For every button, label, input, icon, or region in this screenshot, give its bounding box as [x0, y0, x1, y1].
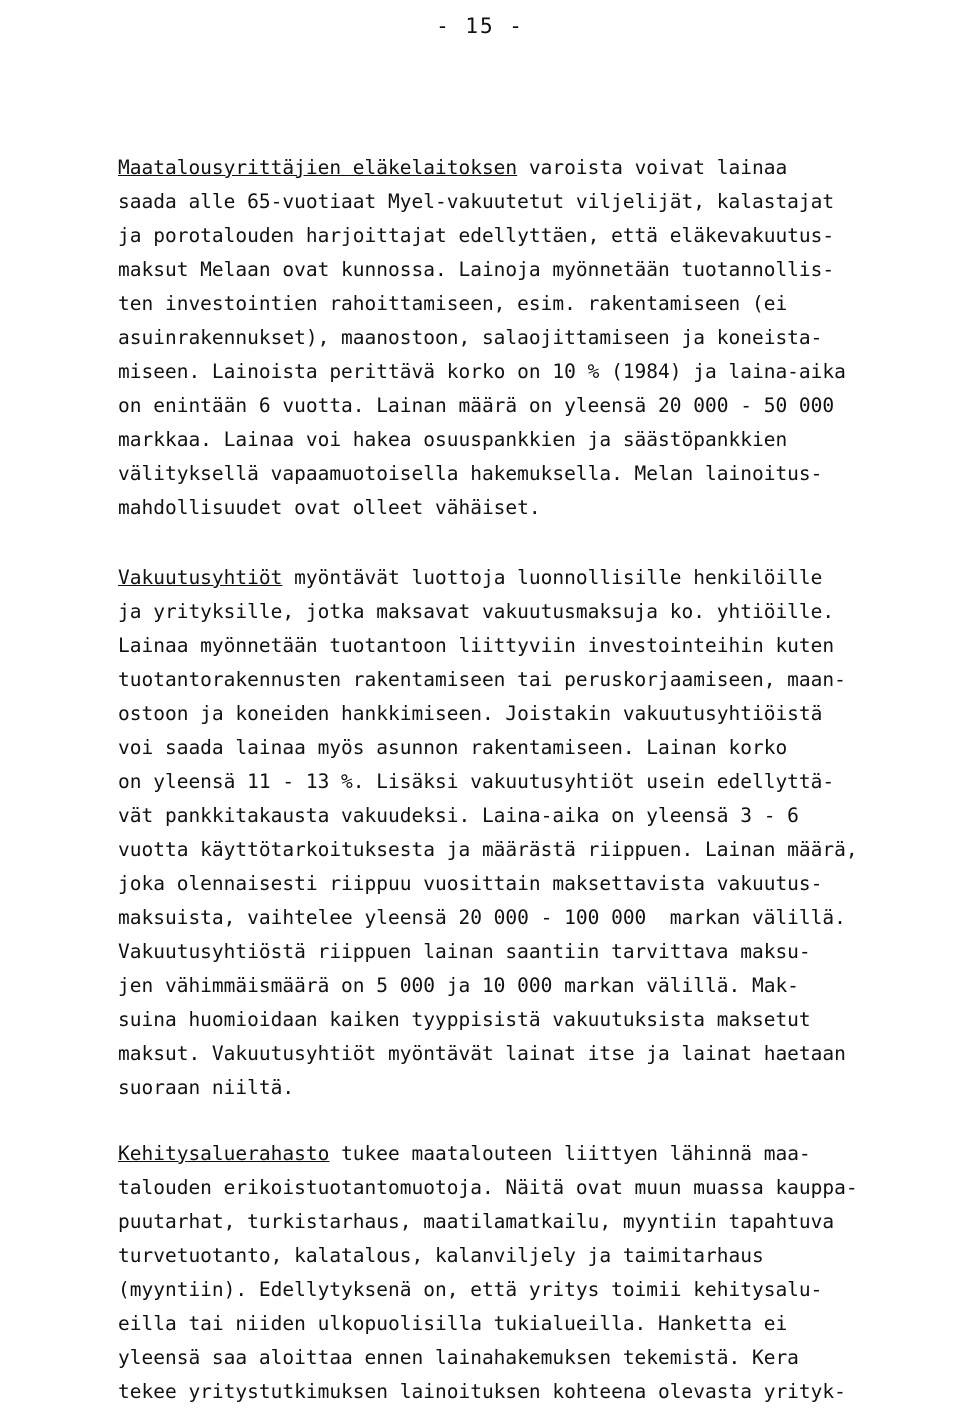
text-line: suina huomioidaan kaiken tyyppisistä vakuutuksista maksetut	[118, 1008, 811, 1031]
text-line: tekee yritystutkimuksen lainoituksen kohteena olevasta yrityk-	[118, 1380, 846, 1403]
text-line: ja yrityksille, jotka maksavat vakuutusmaksuja ko. yhtiöille.	[118, 600, 835, 623]
text-line: miseen. Lainoista perittävä korko on 10 % (1984) ja laina-aika	[118, 360, 846, 383]
text-line: maksut Melaan ovat kunnossa. Lainoja myönnetään tuotannollis-	[118, 258, 835, 281]
paragraph-vakuutusyhtiot	[118, 561, 858, 1105]
text-line: on yleensä 11 - 13 %. Lisäksi vakuutusyhtiöt usein edellyttä-	[118, 770, 835, 793]
text-line: talouden erikoistuotantomuotoja. Näitä ovat muun muassa kauppa-	[118, 1176, 858, 1199]
section-heading: Maatalousyrittäjien eläkelaitoksen	[118, 156, 518, 179]
text-line: jen vähimmäismäärä on 5 000 ja 10 000 markan välillä. Mak-	[118, 974, 799, 997]
text-line: vät pankkitakausta vakuudeksi. Laina-aika on yleensä 3 - 6	[118, 804, 799, 827]
paragraph-first-line	[118, 151, 846, 185]
text-line: ja porotalouden harjoittajat edellyttäen, että eläkevakuutus-	[118, 224, 835, 247]
text-line: välityksellä vapaamuotoisella hakemuksella. Melan lainoitus-	[118, 462, 823, 485]
text-line: maksut. Vakuutusyhtiöt myöntävät lainat itse ja lainat haetaan	[118, 1042, 846, 1065]
text-line: puutarhat, turkistarhaus, maatilamatkailu, myyntiin tapahtuva	[118, 1210, 835, 1233]
text-line: maksuista, vaihtelee yleensä 20 000 - 100 000 markan välillä.	[118, 906, 846, 929]
text-line: joka olennaisesti riippuu vuosittain maksettavista vakuutus-	[118, 872, 823, 895]
text-line: markkaa. Lainaa voi hakea osuuspankkien ja säästöpankkien	[118, 428, 788, 451]
text-line: mahdollisuudet ovat olleet vähäiset.	[118, 496, 541, 519]
text-line: Lainaa myönnetään tuotantoon liittyviin investointeihin kuten	[118, 634, 835, 657]
section-heading: Vakuutusyhtiöt	[118, 566, 283, 589]
text-line: eilla tai niiden ulkopuolisilla tukialueilla. Hanketta ei	[118, 1312, 788, 1335]
paragraph-kehitysaluerahasto	[118, 1137, 858, 1409]
text-span: myöntävät luottoja luonnollisille henkilöille	[282, 566, 823, 589]
section-heading: Kehitysaluerahasto	[118, 1142, 330, 1165]
page-number: - 15 -	[436, 14, 524, 38]
text-line: turvetuotanto, kalatalous, kalanviljely ja taimitarhaus	[118, 1244, 764, 1267]
text-line: ten investointien rahoittamiseen, esim. rakentamiseen (ei	[118, 292, 788, 315]
text-line: yleensä saa aloittaa ennen lainahakemuksen tekemistä. Kera	[118, 1346, 799, 1369]
text-line: voi saada lainaa myös asunnon rakentamiseen. Lainan korko	[118, 736, 788, 759]
text-line: vuotta käyttötarkoituksesta ja määrästä riippuen. Lainan määrä,	[118, 838, 858, 861]
text-line: suoraan niiltä.	[118, 1076, 295, 1099]
paragraph-first-line	[118, 561, 858, 595]
text-line: asuinrakennukset), maanostoon, salaojittamiseen ja koneista-	[118, 326, 823, 349]
text-line: Vakuutusyhtiöstä riippuen lainan saantiin tarvittava maksu-	[118, 940, 811, 963]
paragraph-first-line	[118, 1137, 858, 1171]
text-line: ostoon ja koneiden hankkimiseen. Joistakin vakuutusyhtiöistä	[118, 702, 823, 725]
text-line: saada alle 65-vuotiaat Myel-vakuutetut viljelijät, kalastajat	[118, 190, 835, 213]
paragraph-myel	[118, 151, 846, 525]
text-line: (myyntiin). Edellytyksenä on, että yritys toimii kehitysalu-	[118, 1278, 823, 1301]
text-line: tuotantorakennusten rakentamiseen tai peruskorjaamiseen, maan-	[118, 668, 846, 691]
text-span: varoista voivat lainaa	[517, 156, 788, 179]
text-span: tukee maatalouteen liittyen lähinnä maa-	[329, 1142, 811, 1165]
text-line: on enintään 6 vuotta. Lainan määrä on yleensä 20 000 - 50 000	[118, 394, 835, 417]
